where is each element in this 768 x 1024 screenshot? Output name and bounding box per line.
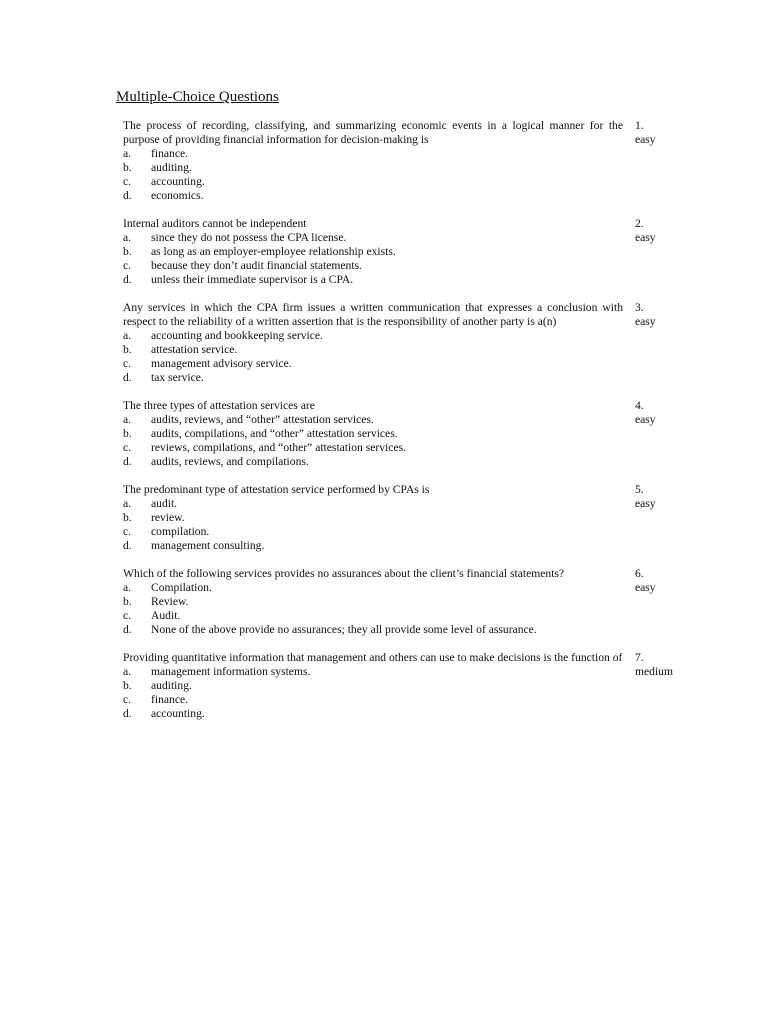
option-letter: a. xyxy=(123,147,132,160)
option-letter: a. xyxy=(123,329,132,342)
option-text: accounting. xyxy=(151,707,205,720)
option-text: review. xyxy=(151,511,185,524)
option-a xyxy=(123,147,683,161)
option-d xyxy=(123,273,683,287)
question-difficulty: medium xyxy=(635,665,673,678)
option-a xyxy=(123,329,683,343)
question-number: 6. xyxy=(635,567,644,580)
option-text: Audit. xyxy=(151,609,181,622)
option-letter: d. xyxy=(123,623,132,636)
option-b xyxy=(123,427,683,441)
option-text: finance. xyxy=(151,147,189,160)
option-text: audits, reviews, and “other” attestation services. xyxy=(151,413,374,426)
option-text: audits, compilations, and “other” attestation services. xyxy=(151,427,398,440)
option-c xyxy=(123,259,683,273)
option-text: as long as an employer-employee relationship exists. xyxy=(151,245,396,258)
option-letter: a. xyxy=(123,231,132,244)
option-c xyxy=(123,441,683,455)
question-number: 7. xyxy=(635,651,644,664)
option-text: Review. xyxy=(151,595,189,608)
question-5 xyxy=(123,483,683,553)
question-difficulty: easy xyxy=(635,315,656,328)
option-letter: b. xyxy=(123,595,132,608)
question-number: 5. xyxy=(635,483,644,496)
option-c xyxy=(123,525,683,539)
option-d xyxy=(123,707,683,721)
option-text: auditing. xyxy=(151,679,192,692)
question-stem: The process of recording, classifying, and summarizing economic events in a logical manner for the purpose of providing financial information for decision-making is xyxy=(123,119,623,146)
question-2 xyxy=(123,217,683,287)
question-6 xyxy=(123,567,683,637)
option-letter: a. xyxy=(123,581,132,594)
option-text: management consulting. xyxy=(151,539,265,552)
option-letter: c. xyxy=(123,259,132,272)
option-b xyxy=(123,161,683,175)
question-number: 1. xyxy=(635,119,644,132)
question-stem: Any services in which the CPA firm issues a written communication that expresses a conclusion with respect to the reliability of a written assertion that is the responsibility of another party is a(n) xyxy=(123,301,623,328)
option-c xyxy=(123,175,683,189)
option-d xyxy=(123,189,683,203)
option-letter: c. xyxy=(123,525,132,538)
option-letter: c. xyxy=(123,175,132,188)
question-stem: Which of the following services provides no assurances about the client’s financial statements? xyxy=(123,567,565,580)
option-text: Compilation. xyxy=(151,581,212,594)
option-a xyxy=(123,581,683,595)
option-text: tax service. xyxy=(151,371,204,384)
option-text: attestation service. xyxy=(151,343,238,356)
option-letter: a. xyxy=(123,497,132,510)
option-letter: c. xyxy=(123,441,132,454)
question-meta xyxy=(635,119,695,147)
option-letter: c. xyxy=(123,693,132,706)
option-a xyxy=(123,231,683,245)
option-text: compilation. xyxy=(151,525,210,538)
option-letter: b. xyxy=(123,511,132,524)
option-text: since they do not possess the CPA license. xyxy=(151,231,347,244)
option-c xyxy=(123,693,683,707)
option-letter: d. xyxy=(123,189,132,202)
option-letter: a. xyxy=(123,665,132,678)
question-number: 2. xyxy=(635,217,644,230)
option-text: accounting and bookkeeping service. xyxy=(151,329,323,342)
option-letter: b. xyxy=(123,679,132,692)
option-text: finance. xyxy=(151,693,189,706)
option-letter: d. xyxy=(123,707,132,720)
option-letter: c. xyxy=(123,357,132,370)
option-letter: c. xyxy=(123,609,132,622)
option-a xyxy=(123,497,683,511)
question-difficulty: easy xyxy=(635,231,656,244)
option-a xyxy=(123,413,683,427)
question-stem: The three types of attestation services are xyxy=(123,399,315,412)
question-number: 3. xyxy=(635,301,644,314)
question-meta xyxy=(635,651,695,679)
option-text: auditing. xyxy=(151,161,192,174)
option-text: management advisory service. xyxy=(151,357,292,370)
option-d xyxy=(123,539,683,553)
option-b xyxy=(123,245,683,259)
question-difficulty: easy xyxy=(635,413,656,426)
option-letter: b. xyxy=(123,427,132,440)
question-meta xyxy=(635,217,695,245)
option-b xyxy=(123,595,683,609)
question-3 xyxy=(123,301,683,385)
option-text: because they don’t audit financial statements. xyxy=(151,259,362,272)
option-c xyxy=(123,609,683,623)
question-meta xyxy=(635,399,695,427)
option-b xyxy=(123,343,683,357)
option-text: audits, reviews, and compilations. xyxy=(151,455,309,468)
option-text: reviews, compilations, and “other” attestation services. xyxy=(151,441,406,454)
question-4 xyxy=(123,399,683,469)
option-text: management information systems. xyxy=(151,665,311,678)
question-stem: Internal auditors cannot be independent xyxy=(123,217,307,230)
option-letter: b. xyxy=(123,245,132,258)
question-list xyxy=(123,119,683,735)
option-b xyxy=(123,679,683,693)
option-letter: d. xyxy=(123,539,132,552)
option-letter: d. xyxy=(123,371,132,384)
question-number: 4. xyxy=(635,399,644,412)
option-d xyxy=(123,371,683,385)
option-letter: d. xyxy=(123,273,132,286)
question-difficulty: easy xyxy=(635,581,656,594)
question-difficulty: easy xyxy=(635,133,656,146)
option-letter: d. xyxy=(123,455,132,468)
question-7 xyxy=(123,651,683,721)
option-text: unless their immediate supervisor is a CPA. xyxy=(151,273,354,286)
question-stem: The predominant type of attestation service performed by CPAs is xyxy=(123,483,430,496)
question-meta xyxy=(635,567,695,595)
option-c xyxy=(123,357,683,371)
option-d xyxy=(123,623,683,637)
question-meta xyxy=(635,301,695,329)
option-text: accounting. xyxy=(151,175,205,188)
option-b xyxy=(123,511,683,525)
question-meta xyxy=(635,483,695,511)
question-stem: Providing quantitative information that management and others can use to make decisions is the function of xyxy=(123,651,623,664)
option-d xyxy=(123,455,683,469)
page-heading: Multiple-Choice Questions xyxy=(116,89,279,105)
option-letter: b. xyxy=(123,343,132,356)
option-text: None of the above provide no assurances; they all provide some level of assurance. xyxy=(151,623,537,636)
option-letter: a. xyxy=(123,413,132,426)
question-1 xyxy=(123,119,683,203)
question-difficulty: easy xyxy=(635,497,656,510)
option-text: economics. xyxy=(151,189,204,202)
option-a xyxy=(123,665,683,679)
option-text: audit. xyxy=(151,497,178,510)
option-letter: b. xyxy=(123,161,132,174)
